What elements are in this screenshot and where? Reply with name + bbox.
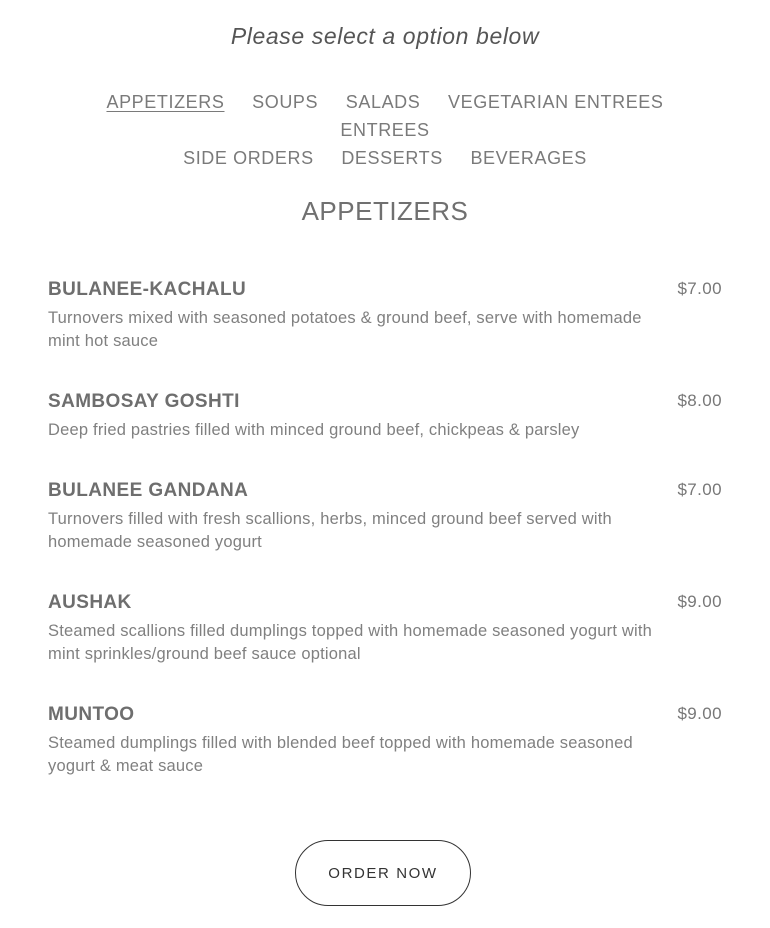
- menu-item-description: Turnovers filled with fresh scallions, herbs, minced ground beef served with homemade seasoned yogurt: [48, 510, 612, 551]
- menu-item-price: $9.00: [677, 704, 722, 723]
- category-tabs: [40, 88, 730, 172]
- menu-item-name: SAMBOSAY GOSHTI: [48, 391, 240, 412]
- menu-item-price: $9.00: [677, 592, 722, 611]
- tab-vegetarian-entrees[interactable]: VEGETARIAN ENTREES: [448, 92, 664, 112]
- tab-side-orders[interactable]: SIDE ORDERS: [183, 148, 314, 168]
- tab-desserts[interactable]: DESSERTS: [341, 148, 443, 168]
- menu-list: [48, 276, 722, 778]
- menu-item-description: Steamed dumplings filled with blended beef topped with homemade seasoned yogurt & meat sauce: [48, 734, 633, 775]
- menu-item-price: $7.00: [677, 480, 722, 499]
- menu-item-name: BULANEE-KACHALU: [48, 279, 247, 300]
- menu-item-price: $7.00: [677, 279, 722, 298]
- menu-item-name: AUSHAK: [48, 592, 132, 613]
- tab-entrees[interactable]: ENTREES: [340, 120, 430, 140]
- menu-item-description: Steamed scallions filled dumplings topped with homemade seasoned yogurt with mint sprinkles/ground beef sauce optional: [48, 622, 653, 663]
- menu-item-price: $8.00: [677, 391, 722, 410]
- menu-item-description: Turnovers mixed with seasoned potatoes & ground beef, serve with homemade mint hot sauce: [48, 309, 642, 350]
- menu-item-name: MUNTOO: [48, 704, 135, 725]
- select-prompt: Please select a option below: [230, 23, 540, 49]
- menu-item: [48, 388, 722, 442]
- tab-beverages[interactable]: BEVERAGES: [470, 148, 587, 168]
- order-now-button[interactable]: ORDER NOW: [295, 840, 471, 906]
- menu-item-description: Deep fried pastries filled with minced ground beef, chickpeas & parsley: [48, 421, 580, 439]
- menu-item: [48, 276, 722, 353]
- section-title: APPETIZERS: [301, 196, 469, 226]
- tab-salads[interactable]: SALADS: [345, 92, 421, 112]
- menu-item: [48, 477, 722, 554]
- tab-soups[interactable]: SOUPS: [252, 92, 319, 112]
- menu-item: [48, 589, 722, 666]
- menu-item-name: BULANEE GANDANA: [48, 480, 249, 501]
- tab-appetizers[interactable]: APPETIZERS: [106, 92, 225, 112]
- menu-item: [48, 701, 722, 778]
